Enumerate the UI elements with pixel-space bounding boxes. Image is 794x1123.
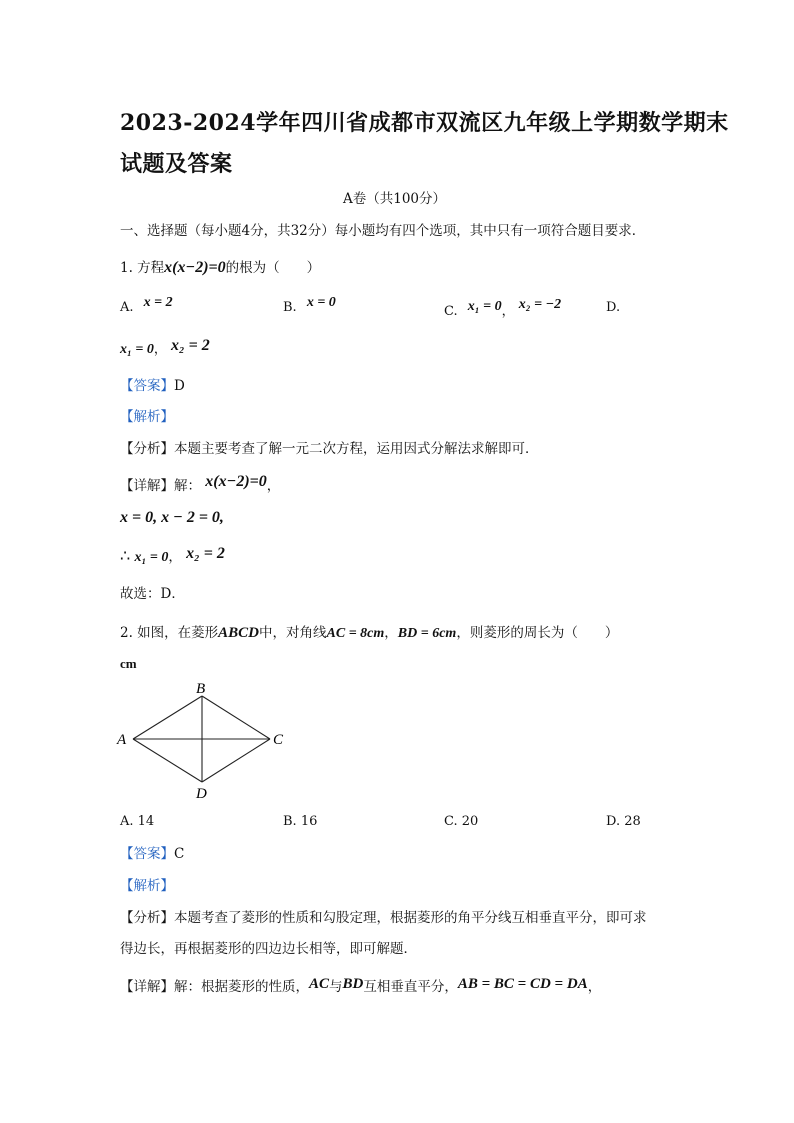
q1-option-a-math: x = 2 (143, 295, 173, 310)
q2-answer (120, 842, 184, 862)
q2-answer-value: C (174, 846, 185, 862)
vertex-label-c: C (273, 732, 284, 748)
q2-unit: cm (120, 656, 137, 671)
q2-detail-label: 【详解】 (120, 979, 174, 995)
q2-detail-part3: 互相垂直平分， (363, 979, 458, 995)
q1-option-b-math: x = 0 (306, 295, 336, 310)
q2-option-b: B. 16 (283, 814, 318, 829)
q2-option-a: A. 14 (120, 814, 155, 829)
q2-fenxi-line2: 得边长，再根据菱形的四边边长相等，即可解题． (120, 941, 417, 957)
q1-option-c-sep: ， (501, 304, 515, 319)
q1-option-a-label: A. (120, 300, 134, 315)
q1-answer (120, 374, 185, 394)
q1-suffix: 的根为（ ） (225, 260, 321, 276)
q1-detail-label: 【详解】 (120, 478, 174, 494)
q1-option-d-math1: x₁ = 0 (120, 342, 154, 357)
q1-prefix: 1. 方程 (120, 260, 165, 276)
vertex-label-a: A (117, 732, 127, 748)
q2-fenxi-text1: 本题考查了菱形的性质和勾股定理，根据菱形的角平分线互相垂直平分，即可求 (174, 910, 647, 926)
q1-stem (120, 256, 320, 277)
q2-detail-math-sides: AB = BC = CD = DA (457, 976, 588, 992)
q1-option-c-math1: x₁ = 0 (467, 299, 502, 314)
q2-detail (120, 975, 601, 996)
q1-step3-math2: x₂ = 2 (186, 545, 225, 562)
q2-detail-part1: 解：根据菱形的性质， (174, 979, 309, 995)
q2-stem-part2: 中，对角线 (259, 625, 327, 641)
q1-detail-comma: ， (266, 478, 281, 494)
q1-detail-prefix: 解： (174, 478, 201, 494)
therefore-symbol: ∴ (120, 546, 131, 565)
q1-fenxi-label: 【分析】 (120, 441, 174, 457)
rhombus-figure (115, 678, 295, 800)
q1-option-b (283, 295, 336, 316)
q1-equation: x(x−2)=0 (164, 259, 226, 276)
page-title-line1: 2023-2024学年四川省成都市双流区九年级上学期数学期末 (120, 110, 729, 136)
q1-option-b-label: B. (283, 300, 297, 315)
edge-da (133, 739, 202, 782)
q2-answer-label: 【答案】 (120, 846, 174, 862)
q1-option-c-math2: x₂ = −2 (518, 297, 562, 312)
q2-fenxi-label: 【分析】 (120, 910, 174, 926)
q2-math-ac: AC = 8cm (326, 626, 385, 641)
edge-ab (133, 696, 202, 739)
q1-fenxi-text: 本题主要考查了解一元二次方程，运用因式分解法求解即可． (174, 441, 539, 457)
q1-detail-equation: x(x−2)=0 (205, 473, 267, 490)
q1-choose: 故选：D． (120, 586, 185, 602)
section-a-heading: A卷（共100分） (343, 191, 447, 207)
q1-analysis-label: 【解析】 (120, 409, 174, 425)
edge-bc (202, 696, 270, 739)
q1-option-c-label: C. (444, 304, 458, 319)
q1-step3 (120, 545, 225, 566)
q1-fenxi (120, 437, 539, 457)
q1-step3-math1: x₁ = 0 (134, 550, 169, 565)
q2-math-abcd: ABCD (218, 625, 260, 641)
q1-answer-value: D (174, 378, 185, 394)
q1-option-a (120, 295, 173, 316)
q2-detail-part2: 与 (329, 979, 343, 995)
vertex-label-b: B (196, 681, 206, 697)
section1-heading: 一、选择题（每小题4分，共32分）每小题均有四个选项，其中只有一项符合题目要求． (120, 223, 646, 239)
q2-stem-part3: ， (384, 625, 398, 641)
vertex-label-d: D (196, 786, 207, 800)
q1-step2: x = 0, x − 2 = 0, (120, 509, 224, 526)
q1-step3-sep: ， (168, 549, 182, 565)
q1-option-d-sep: ， (153, 342, 167, 357)
q2-analysis-label: 【解析】 (120, 878, 174, 894)
q1-option-d-label: D. (606, 300, 621, 315)
q2-fenxi-line1 (120, 906, 647, 926)
edge-cd (202, 739, 270, 782)
q1-answer-label: 【答案】 (120, 378, 174, 394)
page-title-line2: 试题及答案 (120, 151, 233, 177)
q2-math-bd: BD = 6cm (397, 626, 457, 641)
q2-detail-math-ac: AC (309, 976, 330, 992)
q1-option-c (444, 297, 562, 320)
q1-option-d-math (120, 338, 210, 358)
q2-detail-part4: ， (587, 979, 602, 995)
q2-option-d: D. 28 (606, 814, 641, 829)
q2-stem-part4: ，则菱形的周长为（ ） (456, 625, 619, 641)
q2-detail-math-bd: BD (342, 976, 364, 992)
q1-detail (120, 474, 280, 495)
q2-stem-part1: 2. 如图，在菱形 (120, 625, 219, 641)
q2-option-c: C. 20 (444, 814, 479, 829)
q2-stem (120, 621, 618, 642)
q1-option-d-math2: x₂ = 2 (171, 337, 210, 354)
